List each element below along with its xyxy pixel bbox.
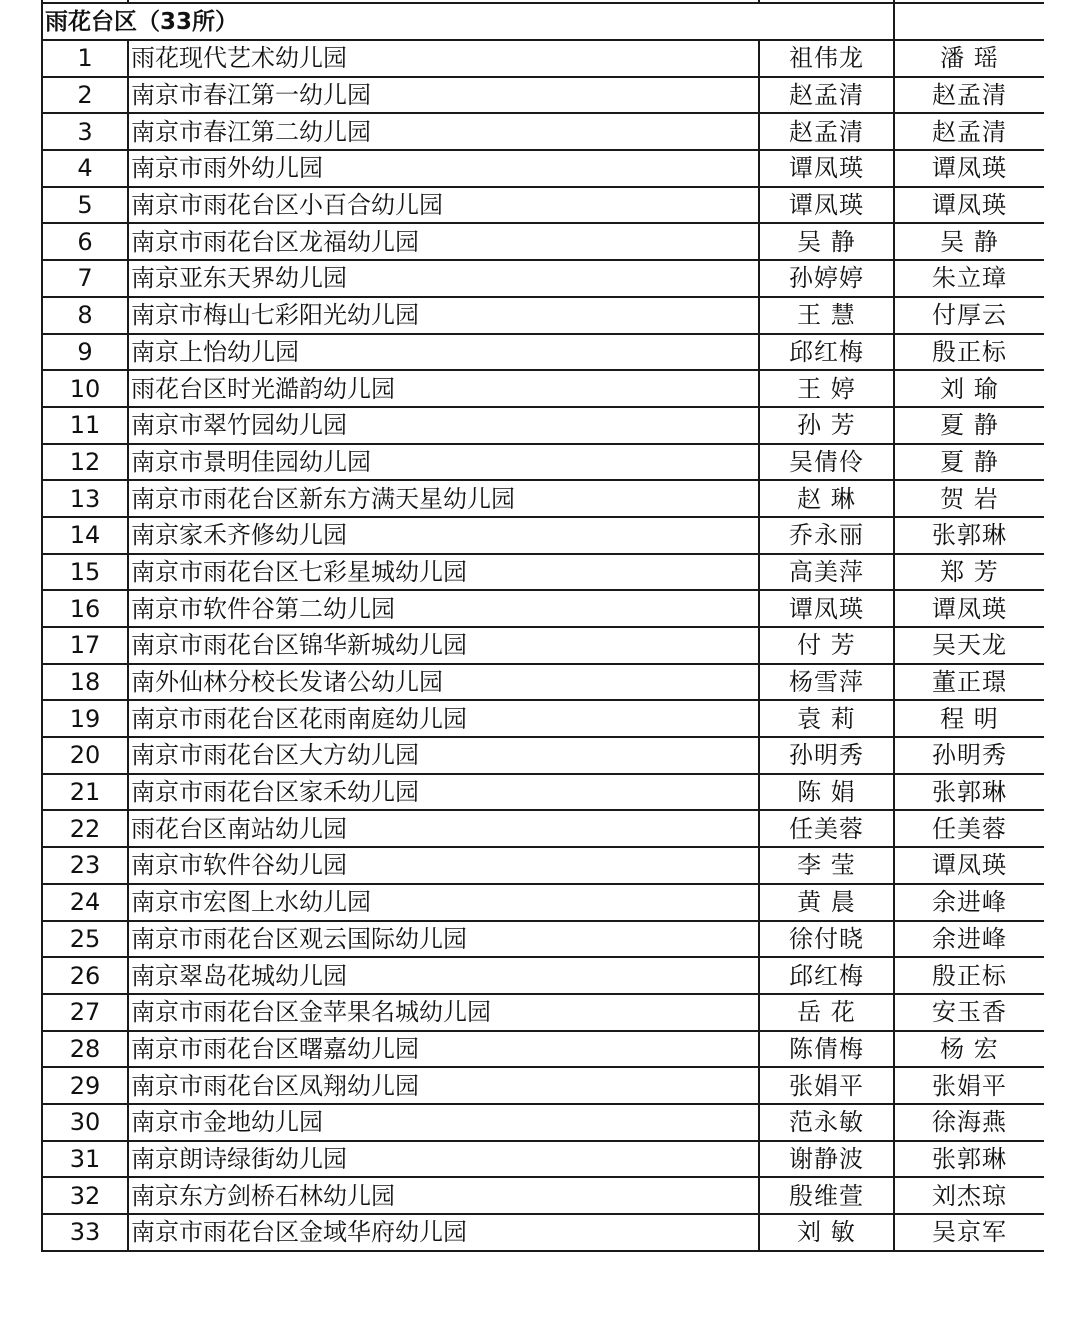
row-number: 16 xyxy=(42,590,128,627)
kindergarten-name: 南京家禾齐修幼儿园 xyxy=(128,517,759,554)
row-number: 1 xyxy=(42,40,128,77)
person-primary: 赵孟清 xyxy=(759,113,894,150)
person-secondary: 谭凤瑛 xyxy=(894,150,1044,187)
person-primary: 杨雪萍 xyxy=(759,664,894,701)
person-primary: 张娟平 xyxy=(759,1067,894,1104)
row-number: 10 xyxy=(42,370,128,407)
person-secondary: 赵孟清 xyxy=(894,113,1044,150)
person-primary: 陈 娟 xyxy=(759,774,894,811)
person-primary: 祖伟龙 xyxy=(759,40,894,77)
table-row xyxy=(42,810,1044,847)
row-number: 13 xyxy=(42,480,128,517)
person-secondary: 任美蓉 xyxy=(894,810,1044,847)
person-secondary: 余进峰 xyxy=(894,921,1044,958)
kindergarten-name: 南京市雨花台区七彩星城幼儿园 xyxy=(128,554,759,591)
person-primary: 赵 琳 xyxy=(759,480,894,517)
person-primary: 谭凤瑛 xyxy=(759,590,894,627)
person-secondary: 潘 瑶 xyxy=(894,40,1044,77)
row-number: 31 xyxy=(42,1141,128,1178)
kindergarten-name: 南京市雨花台区锦华新城幼儿园 xyxy=(128,627,759,664)
person-secondary: 郑 芳 xyxy=(894,554,1044,591)
row-number: 12 xyxy=(42,444,128,481)
district-title: 雨花台区（33所） xyxy=(42,3,894,40)
table-row xyxy=(42,150,1044,187)
row-number: 2 xyxy=(42,77,128,114)
row-number: 15 xyxy=(42,554,128,591)
row-number: 8 xyxy=(42,297,128,334)
table-row xyxy=(42,517,1044,554)
person-primary: 范永敏 xyxy=(759,1104,894,1141)
person-primary: 赵孟清 xyxy=(759,77,894,114)
person-secondary: 谭凤瑛 xyxy=(894,187,1044,224)
person-secondary: 吴 静 xyxy=(894,223,1044,260)
kindergarten-name: 雨花现代艺术幼儿园 xyxy=(128,40,759,77)
person-primary: 谢静波 xyxy=(759,1141,894,1178)
person-secondary: 孙明秀 xyxy=(894,737,1044,774)
kindergarten-name: 南京上怡幼儿园 xyxy=(128,334,759,371)
person-secondary: 张娟平 xyxy=(894,1067,1044,1104)
person-primary: 王 慧 xyxy=(759,297,894,334)
person-secondary: 杨 宏 xyxy=(894,1031,1044,1068)
person-secondary: 殷正标 xyxy=(894,334,1044,371)
person-primary: 邱红梅 xyxy=(759,334,894,371)
table-row xyxy=(42,1104,1044,1141)
person-secondary: 夏 静 xyxy=(894,407,1044,444)
table-row xyxy=(42,77,1044,114)
person-secondary: 付厚云 xyxy=(894,297,1044,334)
kindergarten-name: 南京亚东天界幼儿园 xyxy=(128,260,759,297)
row-number: 22 xyxy=(42,810,128,847)
person-primary: 刘 敏 xyxy=(759,1214,894,1251)
person-secondary: 程 明 xyxy=(894,700,1044,737)
row-number: 25 xyxy=(42,921,128,958)
row-number: 24 xyxy=(42,884,128,921)
person-secondary: 余进峰 xyxy=(894,884,1044,921)
table-row xyxy=(42,921,1044,958)
person-secondary: 张郭琳 xyxy=(894,517,1044,554)
table-row xyxy=(42,1177,1044,1214)
person-secondary: 朱立璋 xyxy=(894,260,1044,297)
table-row xyxy=(42,260,1044,297)
kindergarten-name: 南京市翠竹园幼儿园 xyxy=(128,407,759,444)
person-primary: 岳 花 xyxy=(759,994,894,1031)
district-header-row xyxy=(42,3,1044,40)
person-primary: 孙明秀 xyxy=(759,737,894,774)
table-row xyxy=(42,40,1044,77)
person-primary: 吴 静 xyxy=(759,223,894,260)
district-header-empty-cell xyxy=(894,3,1044,40)
table-row xyxy=(42,297,1044,334)
person-secondary: 赵孟清 xyxy=(894,77,1044,114)
person-primary: 殷维萱 xyxy=(759,1177,894,1214)
kindergarten-name: 南京市雨花台区大方幼儿园 xyxy=(128,737,759,774)
person-secondary: 谭凤瑛 xyxy=(894,590,1044,627)
kindergarten-name: 南京市雨花台区家禾幼儿园 xyxy=(128,774,759,811)
person-primary: 邱红梅 xyxy=(759,957,894,994)
row-number: 5 xyxy=(42,187,128,224)
kindergarten-name: 南京翠岛花城幼儿园 xyxy=(128,957,759,994)
kindergarten-name: 南京市雨花台区观云国际幼儿园 xyxy=(128,921,759,958)
kindergarten-name: 南京市软件谷第二幼儿园 xyxy=(128,590,759,627)
row-number: 9 xyxy=(42,334,128,371)
person-primary: 徐付晓 xyxy=(759,921,894,958)
kindergarten-name: 南京市雨花台区凤翔幼儿园 xyxy=(128,1067,759,1104)
kindergarten-name: 南京东方剑桥石林幼儿园 xyxy=(128,1177,759,1214)
row-number: 19 xyxy=(42,700,128,737)
person-secondary: 夏 静 xyxy=(894,444,1044,481)
person-secondary: 谭凤瑛 xyxy=(894,847,1044,884)
table-row xyxy=(42,1214,1044,1251)
table-row xyxy=(42,627,1044,664)
kindergarten-name: 南京市景明佳园幼儿园 xyxy=(128,444,759,481)
person-primary: 孙 芳 xyxy=(759,407,894,444)
person-secondary: 吴天龙 xyxy=(894,627,1044,664)
table-row xyxy=(42,113,1044,150)
person-secondary: 张郭琳 xyxy=(894,774,1044,811)
row-number: 18 xyxy=(42,664,128,701)
table-row xyxy=(42,444,1044,481)
kindergarten-name: 南外仙林分校长发诸公幼儿园 xyxy=(128,664,759,701)
row-number: 21 xyxy=(42,774,128,811)
person-primary: 谭凤瑛 xyxy=(759,187,894,224)
table-row xyxy=(42,957,1044,994)
kindergarten-name: 南京市雨花台区新东方满天星幼儿园 xyxy=(128,480,759,517)
person-secondary: 徐海燕 xyxy=(894,1104,1044,1141)
table-row xyxy=(42,370,1044,407)
kindergarten-name: 雨花台区时光澔韵幼儿园 xyxy=(128,370,759,407)
table-row xyxy=(42,1067,1044,1104)
person-primary: 袁 莉 xyxy=(759,700,894,737)
row-number: 26 xyxy=(42,957,128,994)
person-primary: 李 莹 xyxy=(759,847,894,884)
row-number: 14 xyxy=(42,517,128,554)
table-row xyxy=(42,1031,1044,1068)
person-secondary: 刘 瑜 xyxy=(894,370,1044,407)
kindergarten-table xyxy=(41,0,1044,1252)
person-primary: 陈倩梅 xyxy=(759,1031,894,1068)
kindergarten-name: 南京市雨花台区金域华府幼儿园 xyxy=(128,1214,759,1251)
row-number: 28 xyxy=(42,1031,128,1068)
table-row xyxy=(42,480,1044,517)
kindergarten-name: 南京市雨花台区曙嘉幼儿园 xyxy=(128,1031,759,1068)
person-primary: 付 芳 xyxy=(759,627,894,664)
row-number: 11 xyxy=(42,407,128,444)
person-secondary: 吴京军 xyxy=(894,1214,1044,1251)
table-row xyxy=(42,187,1044,224)
person-primary: 吴倩伶 xyxy=(759,444,894,481)
kindergarten-name: 南京市春江第二幼儿园 xyxy=(128,113,759,150)
row-number: 7 xyxy=(42,260,128,297)
row-number: 3 xyxy=(42,113,128,150)
table-row xyxy=(42,700,1044,737)
table-row xyxy=(42,884,1044,921)
person-primary: 谭凤瑛 xyxy=(759,150,894,187)
row-number: 30 xyxy=(42,1104,128,1141)
kindergarten-name: 南京市雨花台区花雨南庭幼儿园 xyxy=(128,700,759,737)
person-primary: 孙婷婷 xyxy=(759,260,894,297)
table-row xyxy=(42,223,1044,260)
spreadsheet-page xyxy=(41,0,1044,1319)
person-secondary: 张郭琳 xyxy=(894,1141,1044,1178)
row-number: 20 xyxy=(42,737,128,774)
row-number: 33 xyxy=(42,1214,128,1251)
table-row xyxy=(42,407,1044,444)
person-secondary: 刘杰琼 xyxy=(894,1177,1044,1214)
kindergarten-name: 南京市宏图上水幼儿园 xyxy=(128,884,759,921)
table-row xyxy=(42,1141,1044,1178)
table-row xyxy=(42,994,1044,1031)
table-row xyxy=(42,737,1044,774)
table-row xyxy=(42,664,1044,701)
person-primary: 乔永丽 xyxy=(759,517,894,554)
table-row xyxy=(42,334,1044,371)
table-row xyxy=(42,847,1044,884)
row-number: 32 xyxy=(42,1177,128,1214)
person-primary: 任美蓉 xyxy=(759,810,894,847)
person-primary: 王 婷 xyxy=(759,370,894,407)
row-number: 6 xyxy=(42,223,128,260)
kindergarten-name: 南京市梅山七彩阳光幼儿园 xyxy=(128,297,759,334)
row-number: 17 xyxy=(42,627,128,664)
person-secondary: 贺 岩 xyxy=(894,480,1044,517)
kindergarten-name: 南京市雨花台区金苹果名城幼儿园 xyxy=(128,994,759,1031)
person-secondary: 董正璟 xyxy=(894,664,1044,701)
kindergarten-name: 雨花台区南站幼儿园 xyxy=(128,810,759,847)
person-primary: 黄 晨 xyxy=(759,884,894,921)
table-row xyxy=(42,590,1044,627)
row-number: 29 xyxy=(42,1067,128,1104)
kindergarten-name: 南京朗诗绿街幼儿园 xyxy=(128,1141,759,1178)
person-primary: 高美萍 xyxy=(759,554,894,591)
row-number: 27 xyxy=(42,994,128,1031)
person-secondary: 殷正标 xyxy=(894,957,1044,994)
kindergarten-name: 南京市雨花台区龙福幼儿园 xyxy=(128,223,759,260)
kindergarten-name: 南京市雨花台区小百合幼儿园 xyxy=(128,187,759,224)
kindergarten-name: 南京市春江第一幼儿园 xyxy=(128,77,759,114)
person-secondary: 安玉香 xyxy=(894,994,1044,1031)
kindergarten-name: 南京市金地幼儿园 xyxy=(128,1104,759,1141)
table-body xyxy=(42,0,1044,1251)
row-number: 23 xyxy=(42,847,128,884)
kindergarten-name: 南京市雨外幼儿园 xyxy=(128,150,759,187)
table-row xyxy=(42,774,1044,811)
table-row xyxy=(42,554,1044,591)
row-number: 4 xyxy=(42,150,128,187)
kindergarten-name: 南京市软件谷幼儿园 xyxy=(128,847,759,884)
